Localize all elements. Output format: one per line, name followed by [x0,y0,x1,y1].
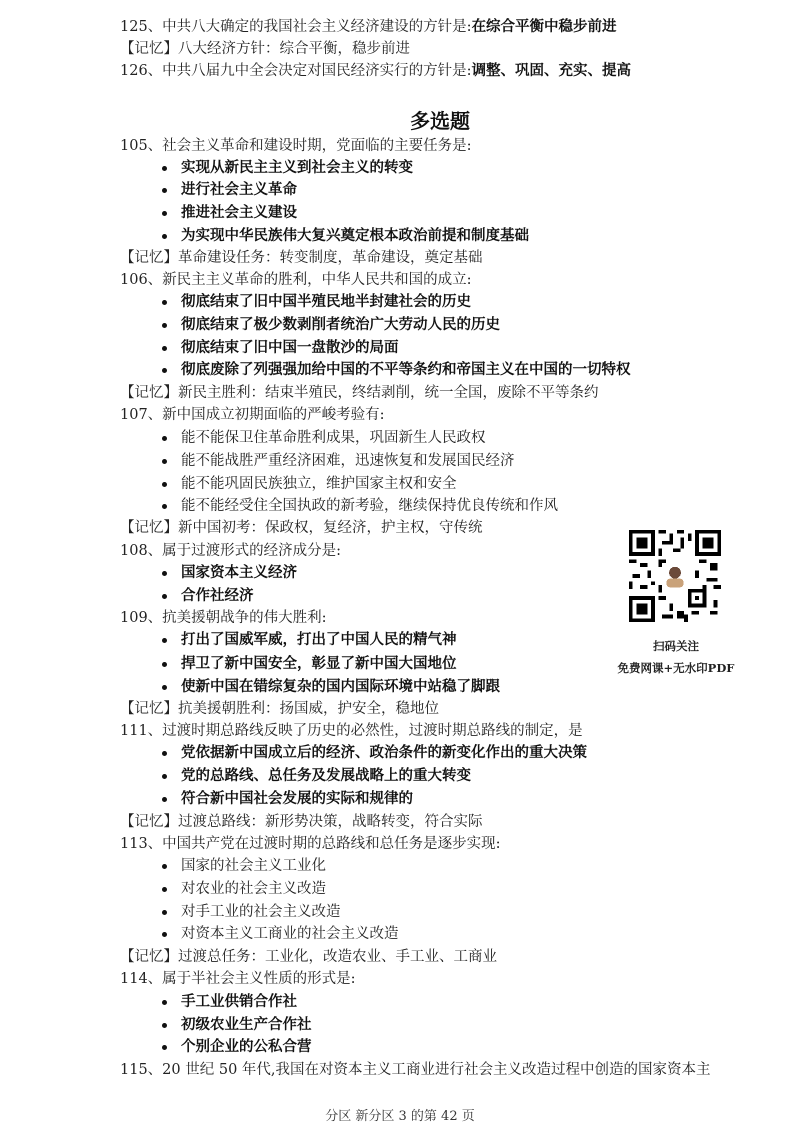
bullet-icon [162,436,167,441]
memo-line: 【记忆】新民主胜利：结束半殖民，终结剥削，统一全国，废除不平等条约 [120,385,599,401]
question-113: 113、中国共产党在过渡时期的总路线和总任务是逐步实现: [120,836,501,852]
bullet-icon [162,638,167,643]
memo-line: 【记忆】八大经济方针：综合平衡，稳步前进 [120,41,410,57]
answer-text: 调整、巩固、充实、提高 [471,62,632,79]
bullet-icon [162,1023,167,1028]
bullet-icon [162,685,167,690]
question-126 [120,61,631,81]
bullet-icon [162,594,167,599]
bullet-icon [162,571,167,576]
qr-caption: 扫码关注 [653,639,699,653]
question-108: 108、属于过渡形式的经济成分是: [120,543,342,559]
question-125 [120,17,617,37]
bullet-icon [162,323,167,328]
page-footer: 分区 新分区 3 的第 42 页 [325,1109,475,1124]
question-106: 106、新民主主义革命的胜利，中华人民共和国的成立: [120,272,472,288]
answer-text: 在综合平衡中稳步前进 [471,18,617,35]
bullet-icon [162,300,167,305]
bullet-icon [162,482,167,487]
bullet-icon [162,211,167,216]
bullet-icon [162,459,167,464]
bullet-icon [162,166,167,171]
bullet-icon [162,774,167,779]
question-109: 109、抗美援朝战争的伟大胜利: [120,610,327,626]
qr-subcaption: 免费网课+无水印PDF [617,661,735,675]
bullet-icon [162,932,167,937]
memo-line: 【记忆】革命建设任务：转变制度，革命建设，奠定基础 [120,250,483,266]
bullet-icon [162,188,167,193]
bullet-icon [162,864,167,869]
question-107: 107、新中国成立初期面临的严峻考验有: [120,407,385,423]
question-105: 105、社会主义革命和建设时期，党面临的主要任务是: [120,138,472,154]
bullet-icon [162,1045,167,1050]
bullet-icon [162,887,167,892]
bullet-icon [162,234,167,239]
section-title: 多选题 [410,109,470,133]
question-114: 114、属于半社会主义性质的形式是: [120,971,356,987]
bullet-icon [162,346,167,351]
qr-code-icon[interactable] [629,530,721,622]
bullet-icon [162,1000,167,1005]
bullet-icon [162,504,167,509]
document-page: 125、中共八大确定的我国社会主义经济建设的方针是:在综合平衡中稳步前进 【记忆】八大经济方针：综合平衡，稳步前进 126、中共八届九中全会决定对国民经济实行的方针是:调整、巩固、充实、提高 多选题 105、社会主义革命和建设时期，党面临的主要任务是: 实现从新民主主义到社会主义的转变 进行社会主义革命 推进社会主义建设 为实现中华民族伟大复兴奠定根本政治前提和制度基础 【记忆】革命建设任务：转变制度，革命建设，奠定基础 106、新民主主义革命的胜利，中华人民共和国的成立: 彻底结束了旧中国半殖民地半封建社会的历史 彻底结束了极少数剥削者统治广大劳动人民的历史 彻底结束了旧中国一盘散沙的局面 彻底废除了列强强加给中国的不平等条约和帝国主义在中国的一切特权 【记忆】新民主胜利：结束半殖民，终结剥削，统一全国，废除不平等条约 107、新中国成立初期面临的严峻考验有: 能不能保卫住革命胜利成果，巩固新生人民政权 能不能战胜严重经济困难，迅速恢复和发展国民经济 能不能巩固民族独立，维护国家主权和安全 能不能经受住全国执政的新考验，继续保持优良传统和作风 【记忆】新中国初考：保政权，复经济，护主权，守传统 108、属于过渡形式的经济成分是: 国家资本主义经济 合作社经济 109、抗美援朝战争的伟大胜利: 打出了国威军威，打出了中国人民的精气神 捍卫了新中国安全，彰显了新中国大国地位 使新中国在错综复杂的国内国际环境中站稳了脚跟 【记忆】抗美援朝胜利：扬国威，护安全，稳地位 111、过渡时期总路线反映了历史的必然性，过渡时期总路线的制定，是 党依据新中国成立后的经济、政治条件的新变化作出的重大决策 党的总路线、总任务及发展战略上的重大转变 符合新中国社会发展的实际和规律的 【记忆】过渡总路线：新形势决策，战略转变，符合实际 113、中国共产党在过渡时期的总路线和总任务是逐步实现: 国家的社会主义工业化 对农业的社会主义改造 对手工业的社会主义改造 对资本主义工商业的社会主义改造 【记忆】过渡总任务：工业化，改造农业、手工业、工商业 114、属于半社会主义性质的形式是: 手工业供销合作社 初级农业生产合作社 个别企业的公私合营 115、20 世纪 50 年代,我国在对资本主义工商业进行社会主义改造过程中创造的国家资本主 扫码关注 免费网课+无水印PDF 分区 新分区 3 的第 42 页 [0,0,800,1132]
bullet-icon [162,368,167,373]
bullet-icon [162,751,167,756]
memo-line: 【记忆】过渡总路线：新形势决策，战略转变，符合实际 [120,814,483,830]
memo-line: 【记忆】抗美援朝胜利：扬国威，护安全，稳地位 [120,701,439,717]
memo-line: 【记忆】新中国初考：保政权，复经济，护主权，守传统 [120,520,483,536]
question-text: 125、中共八大确定的我国社会主义经济建设的方针是: [120,19,472,35]
question-115: 115、20 世纪 50 年代,我国在对资本主义工商业进行社会主义改造过程中创造的国家资本主 [120,1062,711,1078]
memo-line: 【记忆】过渡总任务：工业化，改造农业、手工业、工商业 [120,949,497,965]
bullet-icon [162,910,167,915]
question-111: 111、过渡时期总路线反映了历史的必然性，过渡时期总路线的制定，是 [120,723,583,739]
question-text: 126、中共八届九中全会决定对国民经济实行的方针是: [120,63,472,79]
bullet-icon [162,797,167,802]
bullet-icon [162,662,167,667]
